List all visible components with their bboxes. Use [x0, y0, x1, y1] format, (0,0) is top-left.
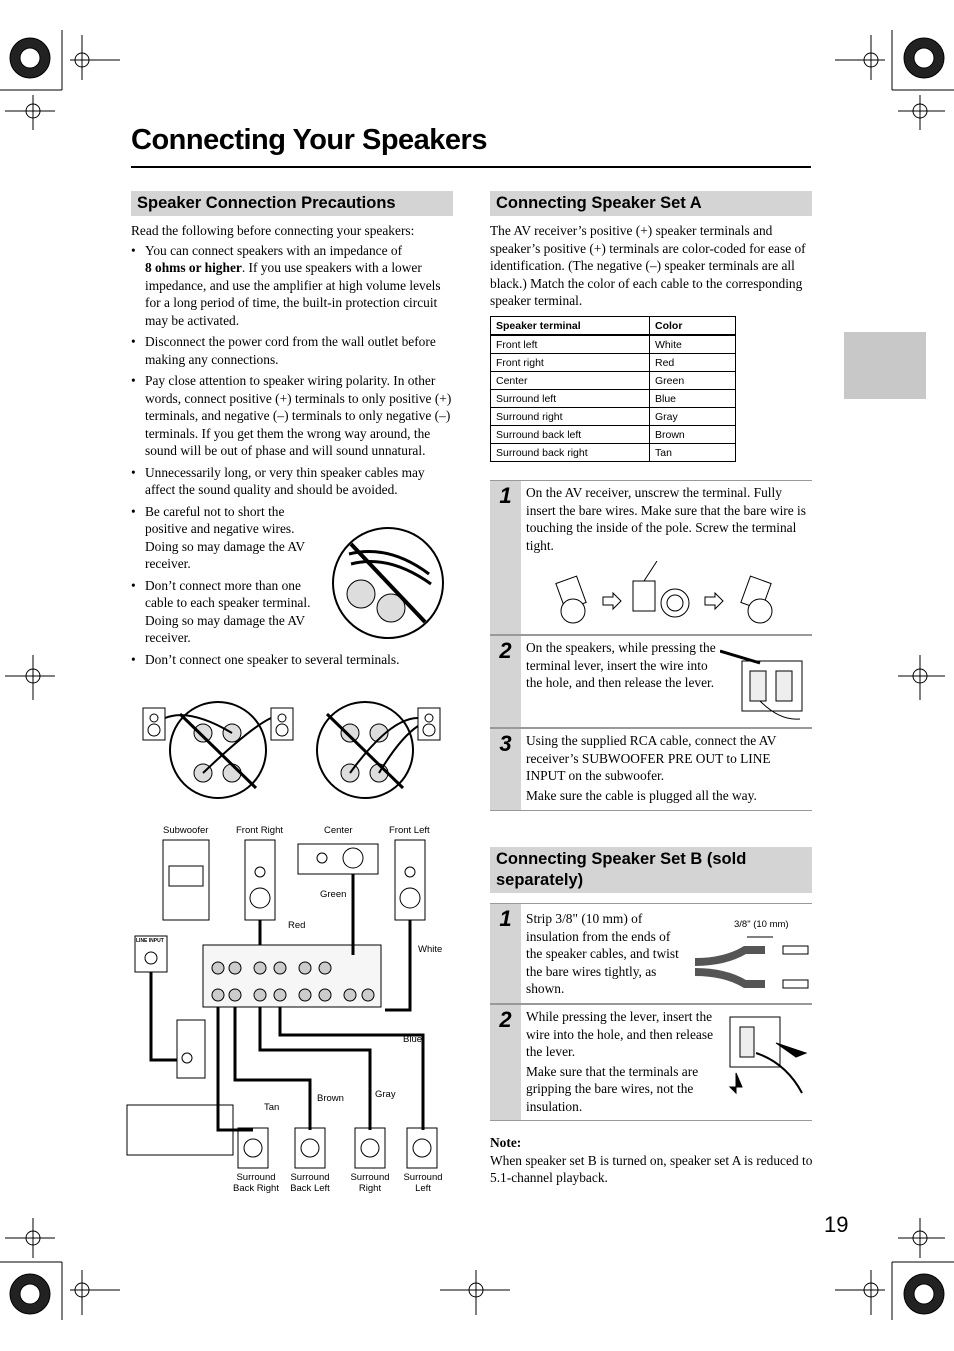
list-item: • Be careful not to short the positive and negative wires. Doing so may damage the AV receiver. [131, 503, 325, 573]
list-item: • Unnecessarily long, or very thin speaker cables may affect the sound quality and should be avoided. [131, 464, 457, 499]
terminal-screw-illustration [545, 561, 805, 631]
connection-diagram [125, 820, 465, 1200]
one-speaker-several-terminals-illustration [140, 698, 445, 800]
table-header: Color [650, 317, 736, 336]
list-item: • Disconnect the power cord from the wall outlet before making any connections. [131, 333, 457, 368]
label-tan: Tan [264, 1102, 280, 1113]
step-text: Strip 3/8" (10 mm) of insulation from the ends of the speaker cables, and twist the bare wires tightly, as shown. [526, 911, 679, 996]
note-label: Note: [490, 1135, 522, 1150]
label-surround-back-left: Surround Back Left [290, 1172, 330, 1194]
table-row: Surround back right Tan [491, 444, 736, 462]
list-item: • Don’t connect one speaker to several terminals. [131, 651, 457, 669]
strip-length-label: 3/8" (10 mm) [734, 919, 789, 930]
side-tab [844, 332, 926, 399]
set-b-step-1 [490, 903, 812, 1004]
step-number: 2 [490, 636, 521, 727]
label-white: White [418, 944, 443, 955]
step-text: Using the supplied RCA cable, connect the AV receiver’s SUBWOOFER PRE OUT to LINE INPUT on the subwoofer. [526, 733, 777, 783]
set-a-step-1 [490, 480, 812, 635]
label-blue: Blue [403, 1034, 423, 1045]
label-center: Center [324, 825, 353, 836]
set-a-step-2 [490, 635, 812, 728]
step-text: While pressing the lever, insert the wire into the hole, and then release the lever. [526, 1009, 714, 1059]
label-front-left: Front Left [389, 825, 430, 836]
step-text: Make sure the cable is plugged all the way. [526, 787, 757, 803]
wire-strip-illustration [695, 932, 815, 1002]
table-row: Surround left Blue [491, 390, 736, 408]
label-brown: Brown [317, 1093, 344, 1104]
step-text-group [526, 732, 812, 804]
table-header: Speaker terminal [491, 317, 650, 336]
step-number: 3 [490, 729, 521, 810]
table-row: Center Green [491, 372, 736, 390]
list-item: • Pay close attention to speaker wiring polarity. In other words, connect positive (+) terminals to only positive (+) terminals, and negative (–) terminals to only negative (–) terminals. If you get them the wrong way around, the sound will be out of phase and will sound unnatural. [131, 372, 457, 460]
title-rule [131, 166, 811, 168]
page-title: Connecting Your Speakers [131, 124, 487, 156]
connection-diagram-drawing [125, 820, 465, 1200]
label-surround-left: Surround Left [403, 1172, 443, 1194]
label-green: Green [320, 889, 347, 900]
step-text: On the speakers, while pressing the terminal lever, insert the wire into the hole, and then release the lever. [526, 640, 716, 690]
speaker-lever-illustration [720, 641, 810, 723]
step-text: Make sure that the terminals are gripping the bare wires, not the insulation. [526, 1063, 699, 1114]
step-text: On the AV receiver, unscrew the terminal. Fully insert the bare wires. Make sure that the bare wire is touching the inside of the pole. Screw the terminal tight. [526, 485, 806, 553]
label-subwoofer: Subwoofer [163, 825, 209, 836]
note-section [490, 1134, 816, 1187]
label-gray: Gray [375, 1089, 396, 1100]
label-line-input: LINE INPUT [136, 938, 164, 944]
set-b-heading: Connecting Speaker Set B (sold separately) [490, 847, 812, 893]
list-item: • Don’t connect more than one cable to each speaker terminal. Doing so may damage the AV receiver. [131, 577, 325, 647]
step-text-group [526, 1008, 718, 1115]
list-item: • You can connect speakers with an impedance of 8 ohms or higher. If you use speakers with a lower impedance, and use the amplifier at high volume levels for a long period of time, the built-in protection circuit may be activated. [131, 242, 457, 330]
set-a-heading: Connecting Speaker Set A [490, 191, 812, 216]
table-row: Front right Red [491, 354, 736, 372]
speaker-color-table [490, 316, 736, 462]
label-front-right: Front Right [236, 825, 283, 836]
set-a-step-3 [490, 728, 812, 811]
precautions-intro: Read the following before connecting your speakers: [131, 223, 415, 238]
set-a-intro: The AV receiver’s positive (+) speaker terminals and speaker’s positive (+) terminals are color-coded for ease of identification. (The negative (–) speaker terminals are all black.) Match the color of each cable to the corresponding speaker terminal. [490, 223, 806, 308]
step-number: 1 [490, 481, 521, 634]
lever-press-illustration [726, 1013, 810, 1103]
no-short-illustration [329, 524, 447, 642]
table-row: Front left White [491, 335, 736, 354]
step-number: 2 [490, 1005, 521, 1120]
label-red: Red [288, 920, 306, 931]
table-header-row [491, 317, 736, 336]
label-surround-back-right: Surround Back Right [233, 1172, 279, 1194]
table-row: Surround back left Brown [491, 426, 736, 444]
step-number: 1 [490, 904, 521, 1003]
label-surround-right: Surround Right [350, 1172, 390, 1194]
precautions-heading: Speaker Connection Precautions [131, 191, 453, 216]
set-b-step-2 [490, 1004, 812, 1121]
note-text: When speaker set B is turned on, speaker set A is reduced to 5.1-channel playback. [490, 1152, 813, 1185]
table-row: Surround right Gray [491, 408, 736, 426]
page-number: 19 [824, 1212, 849, 1237]
